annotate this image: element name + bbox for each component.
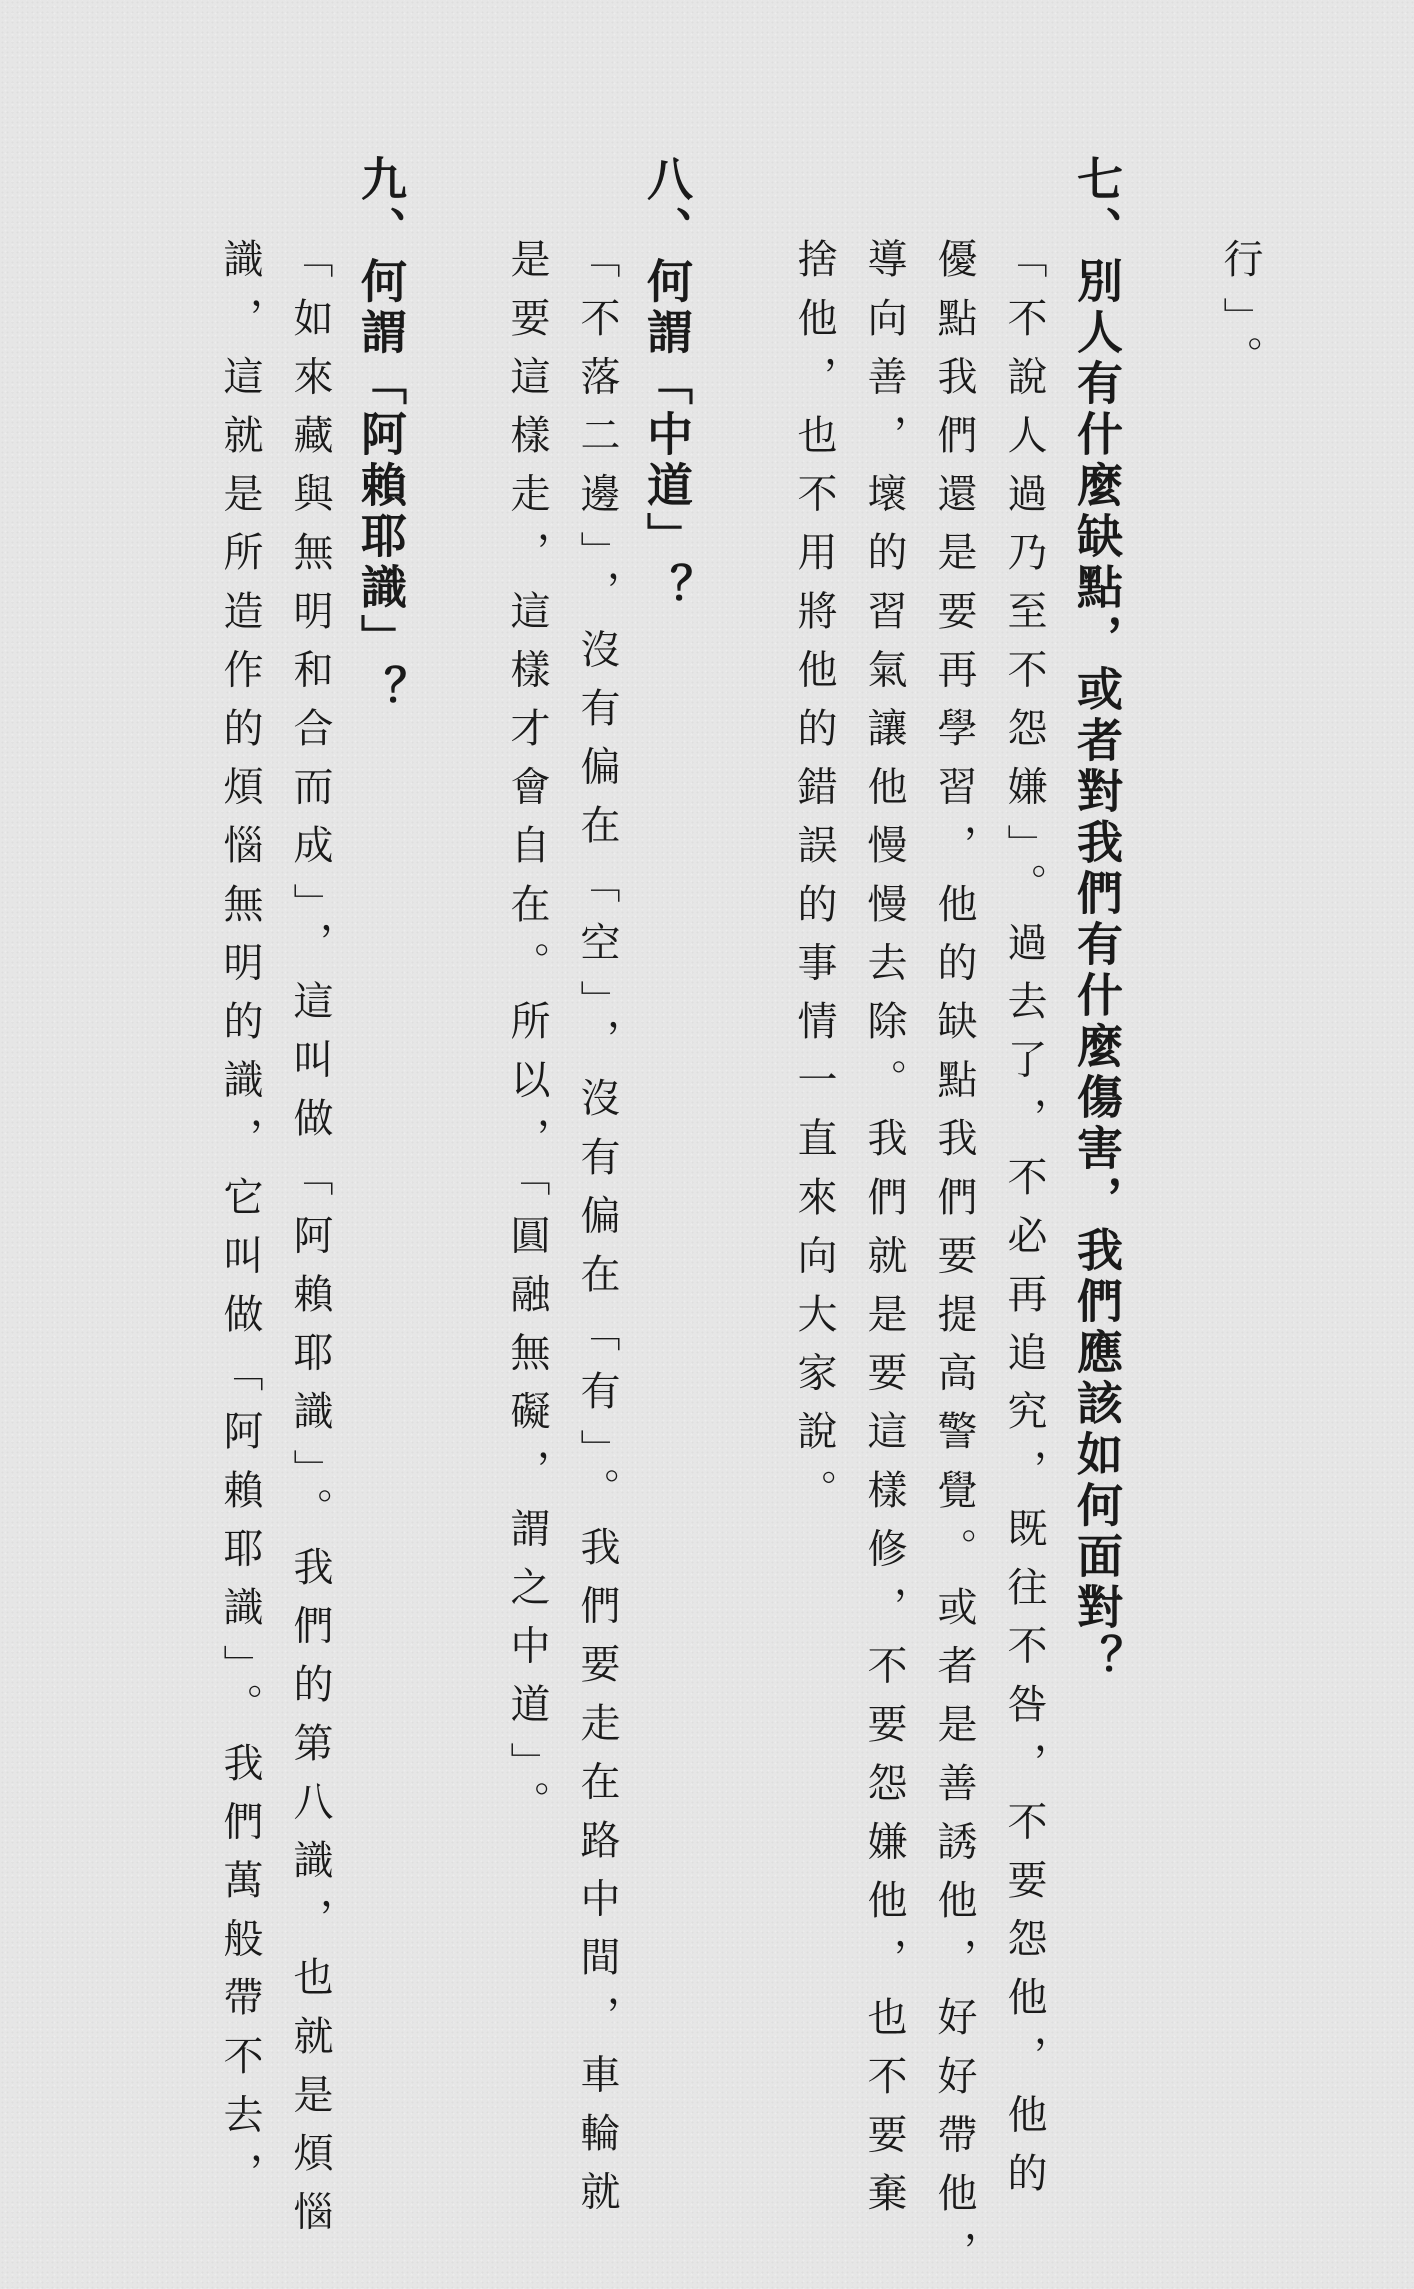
text-column-9-2: 識，這就是所造作的煩惱無明的識，它叫做「阿賴耶識」。我們萬般帶不去， bbox=[217, 238, 263, 2211]
section-heading-9: 九、何謂「阿賴耶識」？ bbox=[354, 155, 408, 716]
text-column-7-1: 「不說人過乃至不怨嫌」。過去了，不必再追究，既往不咎，不要怨他，他的 bbox=[1001, 238, 1047, 2211]
text-column-continuation: 行」。 bbox=[1217, 238, 1263, 394]
text-column-9-1: 「如來藏與無明和合而成」，這叫做「阿賴耶識」。我們的第八識，也就是煩惱 bbox=[287, 238, 333, 2249]
text-column-8-2: 是要這樣走，這樣才會自在。所以，「圓融無礙，謂之中道」。 bbox=[504, 238, 550, 1839]
section-heading-7: 七、別人有什麼缺點，或者對我們有什麼傷害，我們應該如何面對？ bbox=[1070, 155, 1124, 1685]
section-heading-8: 八、何謂「中道」？ bbox=[640, 155, 694, 614]
text-column-7-4: 捨他，也不用將他的錯誤的事情一直來向大家說。 bbox=[791, 238, 837, 1528]
text-column-8-1: 「不落二邊」，沒有偏在「空」，沒有偏在「有」。我們要走在路中間，車輪就 bbox=[574, 238, 620, 2229]
text-column-7-3: 導向善，壞的習氣讓他慢慢去除。我們就是要這樣修，不要怨嫌他，也不要棄 bbox=[861, 238, 907, 2231]
text-column-7-2: 優點我們還是要再學習，他的缺點我們要提高警覺。或者是善誘他，好好帶他， bbox=[931, 238, 977, 2289]
